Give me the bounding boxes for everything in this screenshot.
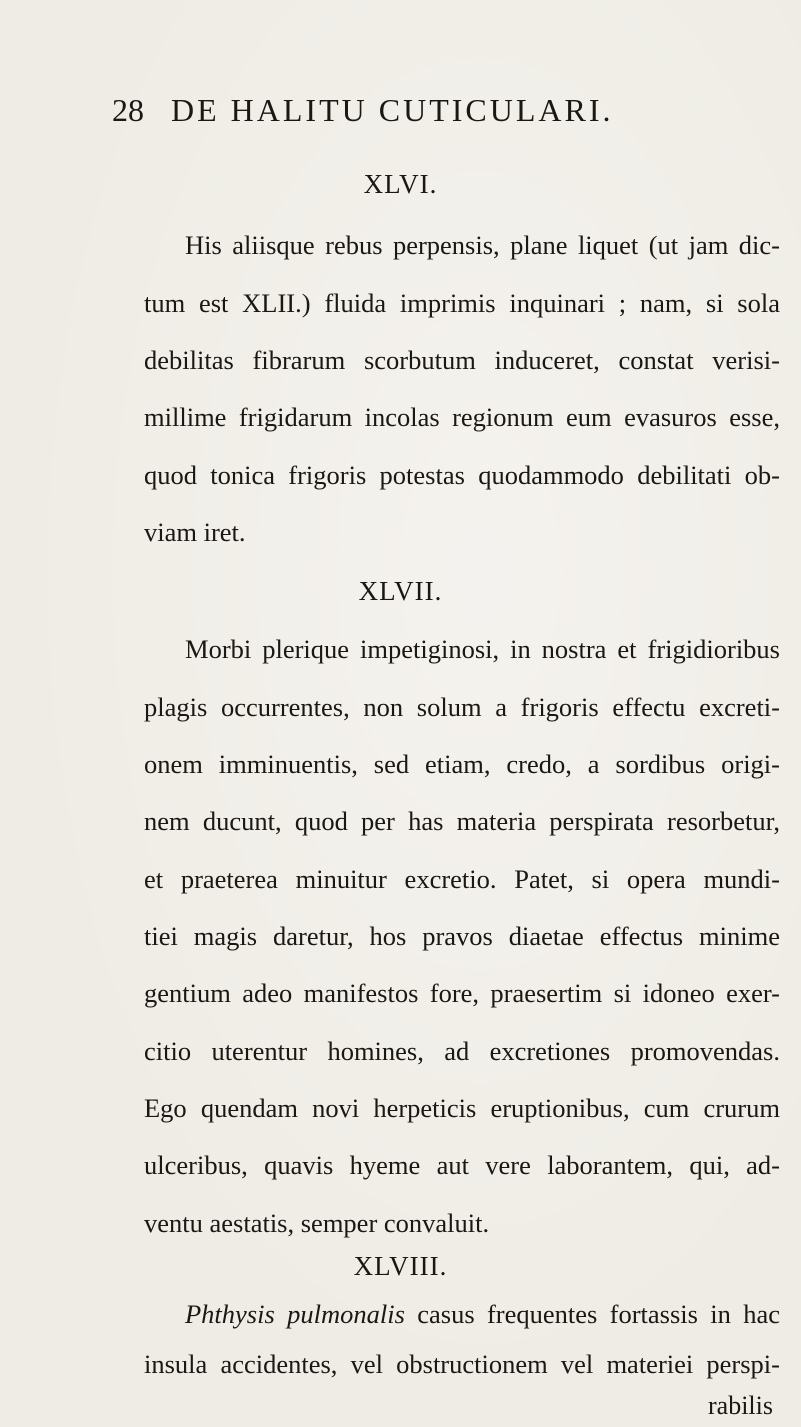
italic-term: Phthysis pulmonalis — [185, 1299, 405, 1329]
text-line-rest: casus frequentes fortassis in hac — [417, 1299, 781, 1329]
text-line: et praeterea minuitur excretio. Patet, si opera mundi- — [144, 864, 780, 894]
text-line — [185, 1296, 780, 1332]
page-number: 28 — [112, 92, 144, 128]
text-line: debilitas fibrarum scorbutum induceret, constat verisi- — [144, 345, 780, 375]
text-line: viam iret. — [144, 517, 246, 547]
text-line: insula accidentes, vel obstructionem vel materiei perspi- — [144, 1349, 780, 1379]
section-heading-xlvi: XLVI. — [363, 169, 438, 199]
text-line: onem imminuentis, sed etiam, credo, a sordibus origi- — [144, 749, 780, 779]
text-line: tum est XLII.) fluida imprimis inquinari ; nam, si sola — [144, 288, 780, 318]
text-line: gentium adeo manifestos fore, praesertim si idoneo exer- — [144, 978, 780, 1008]
running-head-title: DE HALITU CUTICULARI. — [171, 92, 614, 128]
text-line: tiei magis daretur, hos pravos diaetae effectus minime — [144, 921, 780, 951]
running-head — [112, 92, 752, 132]
text-line: ventu aestatis, semper convaluit. — [144, 1208, 490, 1238]
section-heading-xlviii: XLVIII. — [353, 1251, 448, 1281]
text-line: Ego quendam novi herpeticis eruptionibus, cum crurum — [144, 1093, 780, 1123]
text-line: plagis occurrentes, non solum a frigoris effectu excreti- — [144, 692, 780, 722]
text-line: nem ducunt, quod per has materia perspirata resorbetur, — [144, 806, 780, 836]
section-heading-xlvii: XLVII. — [358, 576, 443, 606]
text-line: Morbi plerique impetiginosi, in nostra et frigidioribus — [185, 634, 780, 664]
text-line: ulceribus, quavis hyeme aut vere laborantem, qui, ad- — [144, 1150, 780, 1180]
text-line: citio uterentur homines, ad excretiones promovendas. — [144, 1036, 780, 1066]
text-line: His aliisque rebus perpensis, plane liquet (ut jam dic- — [185, 230, 780, 260]
text-line: millime frigidarum incolas regionum eum evasuros esse, — [144, 402, 780, 432]
catchword: rabilis — [708, 1391, 773, 1420]
text-line: quod tonica frigoris potestas quodammodo debilitati ob- — [144, 460, 780, 490]
